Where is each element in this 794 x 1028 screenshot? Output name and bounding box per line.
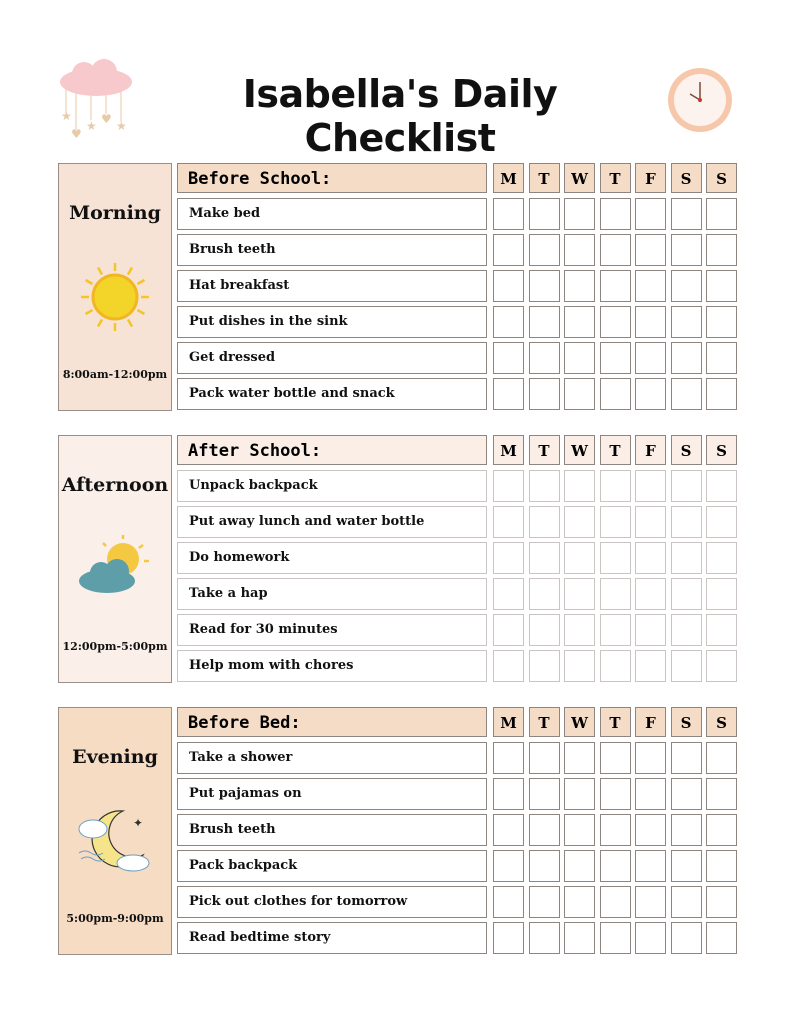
checkbox[interactable] [564,470,595,502]
checkbox[interactable] [635,578,666,610]
sun-cloud-icon [77,531,153,607]
checkbox[interactable] [564,814,595,846]
task-label: Make bed [177,198,487,230]
checkbox[interactable] [706,198,737,230]
checkbox[interactable] [493,506,524,538]
checkbox[interactable] [564,614,595,646]
cloud-mobile-icon [56,58,140,142]
day-header: F [635,163,666,193]
period-time: 5:00pm-9:00pm [66,912,164,925]
checkbox[interactable] [635,542,666,574]
day-header: T [529,435,560,465]
task-label: Hat breakfast [177,270,487,302]
checkbox[interactable] [529,578,560,610]
day-header: M [493,435,524,465]
checkbox[interactable] [564,198,595,230]
checkbox[interactable] [493,578,524,610]
checkbox[interactable] [671,470,702,502]
checkbox[interactable] [635,306,666,338]
day-header: S [671,163,702,193]
checkbox[interactable] [706,270,737,302]
checkbox[interactable] [564,578,595,610]
checkbox[interactable] [671,650,702,682]
checkbox[interactable] [564,542,595,574]
time-of-day-panel [58,707,172,955]
period-name: Afternoon [61,474,169,496]
day-header: W [564,707,595,737]
task-label: Put away lunch and water bottle [177,506,487,538]
checkbox[interactable] [706,742,737,774]
checkbox[interactable] [493,342,524,374]
checkbox[interactable] [529,378,560,410]
checkbox[interactable] [671,306,702,338]
time-of-day-panel [58,435,172,683]
checkbox[interactable] [635,506,666,538]
day-header: S [671,435,702,465]
day-header: M [493,163,524,193]
day-header: S [706,163,737,193]
checkbox[interactable] [493,378,524,410]
day-header: T [600,435,631,465]
section-header: Before Bed: [177,707,487,737]
checkbox[interactable] [706,778,737,810]
checkbox[interactable] [635,234,666,266]
checkbox[interactable] [493,850,524,882]
checkbox[interactable] [564,850,595,882]
day-header: W [564,163,595,193]
checkbox[interactable] [493,650,524,682]
checkbox[interactable] [600,578,631,610]
task-label: Take a hap [177,578,487,610]
checkbox[interactable] [671,542,702,574]
checkbox[interactable] [564,506,595,538]
checkbox[interactable] [600,542,631,574]
task-label: Read for 30 minutes [177,614,487,646]
checkbox[interactable] [529,814,560,846]
checkbox[interactable] [529,306,560,338]
svg-text:♥: ♥ [71,127,82,141]
checkbox[interactable] [635,814,666,846]
period-name: Morning [69,202,161,224]
day-header: T [529,163,560,193]
checkbox[interactable] [706,470,737,502]
day-header: S [671,707,702,737]
section-header: After School: [177,435,487,465]
checkbox[interactable] [671,886,702,918]
checkbox[interactable] [564,342,595,374]
checkbox[interactable] [529,778,560,810]
svg-text:★: ★ [86,119,97,133]
checkbox[interactable] [600,614,631,646]
task-label: Put pajamas on [177,778,487,810]
checkbox[interactable] [529,886,560,918]
checkbox[interactable] [671,234,702,266]
checkbox[interactable] [635,198,666,230]
checkbox[interactable] [635,470,666,502]
checkbox[interactable] [671,614,702,646]
checkbox[interactable] [493,306,524,338]
period-time: 12:00pm-5:00pm [62,640,168,653]
task-label: Unpack backpack [177,470,487,502]
svg-text:✦: ✦ [133,816,144,830]
checkbox[interactable] [529,542,560,574]
period-name: Evening [72,746,158,768]
svg-text:★: ★ [61,109,72,123]
checkbox[interactable] [600,506,631,538]
task-label: Pack backpack [177,850,487,882]
day-header: T [529,707,560,737]
checkbox[interactable] [706,814,737,846]
checkbox[interactable] [564,922,595,954]
checkbox[interactable] [564,306,595,338]
checkbox[interactable] [529,650,560,682]
checkbox[interactable] [493,742,524,774]
day-header: T [600,163,631,193]
checkbox[interactable] [564,378,595,410]
checkbox[interactable] [529,742,560,774]
checkbox[interactable] [493,886,524,918]
checkbox[interactable] [706,506,737,538]
task-label: Brush teeth [177,234,487,266]
day-header: S [706,435,737,465]
checkbox[interactable] [564,234,595,266]
checkbox[interactable] [493,270,524,302]
checkbox[interactable] [635,270,666,302]
checkbox[interactable] [671,342,702,374]
checkbox[interactable] [671,814,702,846]
checkbox[interactable] [706,850,737,882]
checkbox[interactable] [600,850,631,882]
day-header: F [635,435,666,465]
sun-icon [77,259,153,335]
section-evening [58,707,740,955]
checkbox[interactable] [529,470,560,502]
checkbox[interactable] [529,198,560,230]
checkbox[interactable] [706,542,737,574]
checkbox[interactable] [635,650,666,682]
checkbox[interactable] [635,378,666,410]
checkbox[interactable] [600,342,631,374]
task-label: Brush teeth [177,814,487,846]
day-header: F [635,707,666,737]
checkbox[interactable] [493,470,524,502]
checkbox[interactable] [493,922,524,954]
checkbox[interactable] [600,650,631,682]
checkbox[interactable] [493,234,524,266]
checkbox[interactable] [635,886,666,918]
day-header: T [600,707,631,737]
checkbox[interactable] [600,922,631,954]
checkbox[interactable] [493,542,524,574]
day-header: W [564,435,595,465]
checkbox[interactable] [671,922,702,954]
checkbox[interactable] [706,922,737,954]
checkbox[interactable] [564,778,595,810]
checkbox[interactable] [635,614,666,646]
checkbox[interactable] [564,650,595,682]
checkbox[interactable] [706,306,737,338]
checkbox[interactable] [600,742,631,774]
task-label: Help mom with chores [177,650,487,682]
checkbox[interactable] [706,886,737,918]
checkbox[interactable] [529,850,560,882]
day-header: S [706,707,737,737]
checkbox[interactable] [529,234,560,266]
checkbox[interactable] [671,378,702,410]
checkbox[interactable] [529,270,560,302]
checkbox[interactable] [600,378,631,410]
section-header: Before School: [177,163,487,193]
day-header: M [493,707,524,737]
section-morning [58,163,740,411]
checkbox[interactable] [706,234,737,266]
checkbox[interactable] [635,742,666,774]
checkbox[interactable] [706,342,737,374]
checkbox[interactable] [600,198,631,230]
checkbox[interactable] [564,886,595,918]
checkbox[interactable] [529,922,560,954]
checkbox[interactable] [600,470,631,502]
checkbox[interactable] [600,306,631,338]
svg-text:★: ★ [116,119,127,133]
task-label: Pack water bottle and snack [177,378,487,410]
checkbox[interactable] [706,650,737,682]
checkbox[interactable] [706,578,737,610]
period-time: 8:00am-12:00pm [62,368,168,381]
checkbox[interactable] [635,922,666,954]
moon-cloud-icon [77,803,153,879]
clock-icon [666,66,734,134]
task-label: Take a shower [177,742,487,774]
checkbox[interactable] [671,578,702,610]
checkbox[interactable] [493,778,524,810]
task-label: Read bedtime story [177,922,487,954]
checkbox[interactable] [600,234,631,266]
task-label: Pick out clothes for tomorrow [177,886,487,918]
task-label: Get dressed [177,342,487,374]
checkbox[interactable] [493,614,524,646]
checkbox[interactable] [671,198,702,230]
svg-text:♥: ♥ [101,112,112,126]
checkbox[interactable] [635,342,666,374]
task-label: Put dishes in the sink [177,306,487,338]
checkbox[interactable] [600,270,631,302]
checkbox[interactable] [564,270,595,302]
checkbox[interactable] [635,850,666,882]
checkbox[interactable] [529,614,560,646]
task-label: Do homework [177,542,487,574]
checkbox[interactable] [671,850,702,882]
checkbox[interactable] [493,814,524,846]
time-of-day-panel [58,163,172,411]
checkbox[interactable] [529,342,560,374]
checkbox[interactable] [564,742,595,774]
checkbox[interactable] [529,506,560,538]
section-afternoon [58,435,740,683]
checkbox[interactable] [600,814,631,846]
checkbox[interactable] [706,378,737,410]
checkbox[interactable] [671,506,702,538]
checkbox[interactable] [600,778,631,810]
checkbox[interactable] [706,614,737,646]
checkbox[interactable] [635,778,666,810]
page-title: Isabella's Daily Checklist [242,72,558,160]
checkbox[interactable] [671,778,702,810]
checkbox[interactable] [671,742,702,774]
checkbox[interactable] [600,886,631,918]
checkbox[interactable] [493,198,524,230]
checkbox[interactable] [671,270,702,302]
